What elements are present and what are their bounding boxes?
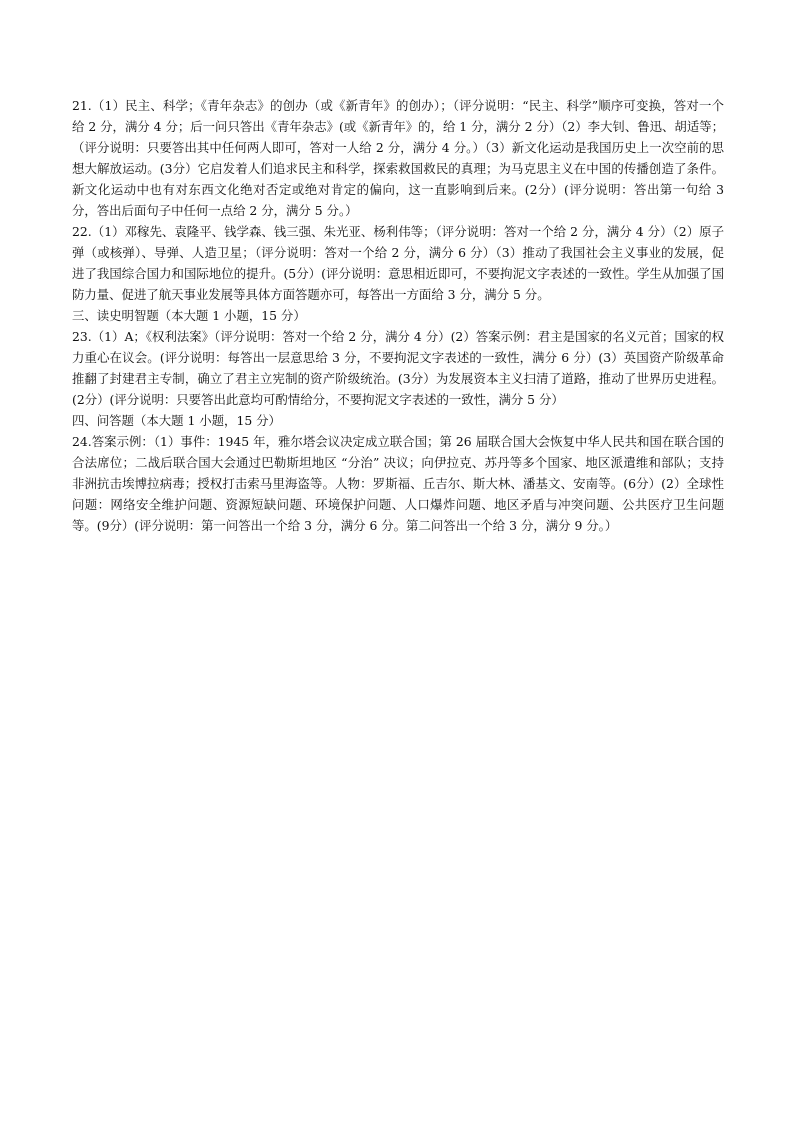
section-heading-4: 四、问答题（本大题 1 小题，15 分） xyxy=(72,413,281,428)
answer-24: 24.答案示例：（1）事件：1945 年，雅尔塔会议决定成立联合国；第 26 届联合国大会恢复中华人民共和国在联合国的合法席位；二战后联合国大会通过巴勒斯坦地区 “分治” 决议；向伊拉克、苏丹等多个国家、地区派遣维和部队；支持非洲抗击埃博拉病毒；授权打击索马里海盗等。人物：罗斯福、丘吉尔、斯大林、潘基文、安南等。(6分）(2）全球性问题：网络安全维护问题、资源短缺问题、环境保护问题、人口爆炸问题、地区矛盾与冲突问题、公共医疗卫生问题等。(9分）(评分说明：第一问答出一个给 3 分，满分 6 分。第二问答出一个给 3 分，满分 9 分。） xyxy=(72,434,724,533)
answer-22: 22.（1）邓稼先、袁隆平、钱学森、钱三强、朱光亚、杨利伟等；（评分说明：答对一个给 2 分，满分 4 分）（2）原子弹（或核弹）、导弹、人造卫星；（评分说明：答对一个给 2 分，满分 6 分）（3）推动了我国社会主义事业的发展，促进了我国综合国力和国际地位的提升。(5分）(评分说明：意思相近即可，不要拘泥文字表述的一致性。学生从加强了国防力量、促进了航天事业发展等具体方面答题亦可，每答出一方面给 3 分，满分 5 分。 xyxy=(72,224,724,302)
answer-23: 23.（1）A；《权利法案》（评分说明：答对一个给 2 分，满分 4 分）(2）答案示例：君主是国家的名义元首；国家的权力重心在议会。(评分说明：每答出一层意思给 3 分，不要拘泥文字表述的一致性，满分 6 分）(3）英国资产阶级革命推翻了封建君主专制，确立了君主立宪制的资产阶级统治。(3分）为发展资本主义扫清了道路，推动了世界历史进程。(2分）(评分说明：只要答出此意均可酌情给分，不要拘泥文字表述的一致性，满分 5 分） xyxy=(72,329,724,407)
answer-key-document xyxy=(72,95,724,536)
answer-21: 21.（1）民主、科学；《青年杂志》的创办（或《新青年》的创办）；（评分说明：“民主、科学”顺序可变换，答对一个给 2 分，满分 4 分；后一问只答出《青年杂志》(或《新青年》的，给 1 分，满分 2 分）（2）李大钊、鲁迅、胡适等；（评分说明：只要答出其中任何两人即可，答对一人给 2 分，满分 4 分。）（3）新文化运动是我国历史上一次空前的思想大解放运动。(3分）它启发着人们追求民主和科学，探索救国救民的真理；为马克思主义在中国的传播创造了条件。新文化运动中也有对东西文化绝对否定或绝对肯定的偏向，这一直影响到后来。(2分）(评分说明：答出第一句给 3 分，答出后面句子中任何一点给 2 分，满分 5 分。） xyxy=(72,98,724,218)
section-heading-3: 三、读史明智题（本大题 1 小题，15 分） xyxy=(72,308,306,323)
